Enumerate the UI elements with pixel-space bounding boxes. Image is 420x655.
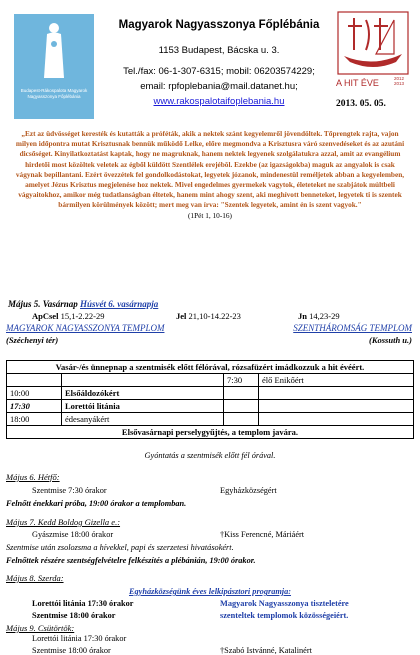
day-9-title: Május 9. Csütörtök: <box>6 623 75 633</box>
row-time: 17:30 <box>7 400 62 413</box>
day-7-mass: Gyászmise 18:00 órakor <box>32 530 114 539</box>
reading-2-ref: 21,10-14.22-23 <box>188 311 241 321</box>
parish-logo <box>14 14 94 119</box>
church-left-location: (Széchenyi tér) <box>6 335 59 345</box>
day-7-note-2: Felnőttek részére szentségfelvételre felkészítés a plébánián, 19:00 órakor. <box>6 556 256 565</box>
day-6-intention: Egyházközségért <box>220 486 277 495</box>
row-desc-right <box>259 387 414 400</box>
day-6-mass: Szentmise 7:30 órakor <box>32 486 107 495</box>
reading-1-ref: 15,1-2.22-29 <box>60 311 105 321</box>
row-desc-right <box>259 413 414 426</box>
reading-1-book: ApCsel <box>32 311 59 321</box>
year-of-faith-boat-icon <box>336 10 410 76</box>
reading-2 <box>176 311 241 321</box>
table-row <box>7 400 414 413</box>
row-desc: Lorettói litánia <box>62 400 224 413</box>
day-7-intention: †Kiss Ferencné, Máriáért <box>220 530 305 539</box>
bulletin-date: 2013. 05. 05. <box>336 99 386 109</box>
church-right-location: (Kossuth u.) <box>369 335 412 345</box>
day-8-litany: Lorettói litánia 17:30 órakor <box>32 599 134 608</box>
collection-note: Elsővasárnapi perselygyűjtés, a templom javára. <box>7 426 414 439</box>
day-6-note: Felnőtt énekkari próba, 19:00 órakor a templomban. <box>6 499 187 508</box>
day-9-litany: Lorettói litánia 17:30 órakor <box>32 634 127 643</box>
day-7-note-1: Szentmise után zsolozsma a hívekkel, papi és szerzetesi hivatásokért. <box>6 543 234 552</box>
row-desc-right: élő Enikőért <box>259 374 414 387</box>
day-8-program-title: Egyházközségünk éves lelkipásztori programja: <box>128 587 292 596</box>
row-time: 10:00 <box>7 387 62 400</box>
row-desc <box>62 374 224 387</box>
logo-caption: Budapest-Rákospalota Magyarok Nagyasszonya Főplébánia <box>20 88 88 99</box>
year-of-faith-logo <box>336 10 410 94</box>
day-9-mass: Szentmise 18:00 órakor <box>32 646 111 655</box>
day-8-mass: Szentmise 18:00 órakor <box>32 611 116 620</box>
website-link[interactable]: www.rakospalotaifoplebania.hu <box>153 96 285 107</box>
day-6-title: Május 6. Hétfő: <box>6 472 60 482</box>
table-row <box>7 387 414 400</box>
row-time: 18:00 <box>7 413 62 426</box>
row-time-right <box>224 400 259 413</box>
reading-2-book: Jel <box>176 311 187 321</box>
day-8-dedication: Magyarok Nagyasszonya tiszteletére <box>220 599 349 608</box>
church-left-title: MAGYAROK NAGYASSZONYA TEMPLOM <box>6 323 165 333</box>
row-desc-right <box>259 400 414 413</box>
madonna-figure-icon <box>40 22 68 80</box>
reading-3 <box>298 311 340 321</box>
sunday-schedule-table <box>6 360 414 439</box>
parish-name: Magyarok Nagyasszonya Főplébánia <box>118 19 320 31</box>
day-7-title: Május 7. Kedd Boldog Gizella e.: <box>6 517 121 527</box>
table-row <box>7 426 414 439</box>
row-desc: Elsőáldozókért <box>62 387 224 400</box>
sunday-heading <box>8 299 158 309</box>
schedule-intro: Vasár-/és ünnepnap a szentmisék előtt félórával, rózsafüzért imádkozzuk a hit évéért. <box>7 361 414 374</box>
phone-line: Tel./fax: 06-1-307-6315; mobil: 06203574229; <box>123 66 315 77</box>
row-time-right <box>224 413 259 426</box>
quote-reference: (1Pét 1, 10-16) <box>188 210 232 220</box>
table-row <box>7 374 414 387</box>
reading-3-ref: 14,23-29 <box>309 311 340 321</box>
table-row <box>7 361 414 374</box>
day-8-title: Május 8. Szerda: <box>6 573 64 583</box>
scripture-quote <box>12 129 408 221</box>
day-8-dedication-2: szenteltek templomok közösségeiért. <box>220 611 349 620</box>
logo-title: A HIT ÉVE <box>336 78 379 88</box>
row-time-right: 7:30 <box>224 374 259 387</box>
row-time-right <box>224 387 259 400</box>
email-line: email: rpfoplebania@mail.datanet.hu; <box>140 81 298 92</box>
logo-years: 2012 2013 <box>394 76 405 86</box>
sunday-date: Május 5. Vasárnap <box>8 299 78 309</box>
church-right-title: SZENTHÁROMSÁG TEMPLOM <box>293 323 412 333</box>
confession-note: Gyóntatás a szentmisék előtt fél órával. <box>144 451 276 460</box>
row-time <box>7 374 62 387</box>
parish-address: 1153 Budapest, Bácska u. 3. <box>158 45 280 56</box>
day-9-intention: †Szabó Istvánné, Katalinért <box>220 646 312 655</box>
reading-3-book: Jn <box>298 311 307 321</box>
row-desc: édesanyákért <box>62 413 224 426</box>
sunday-feast: Húsvét 6. vasárnapja <box>80 299 159 309</box>
quote-text: „Ezt az üdvösséget keresték és kutatták a próféták, akik a nektek szánt kegyelemről jövendöltek. Tőprengtek rajta, vajon milyen időpontra mutat Krisztusnak bennük működő Lelke, előre megmondva a Krisztusra váró szenvedéseket és az azutáni dicsőséget. Kinyilatkoztatást kaptak, hogy ne magruknak, hanem nektek legyenek szolgálatukra azzal, amit az evangélium hirdetői most közöltek veletek az égből küldött Szentlélek erejébõl. Ezekbe (az igazságokba) maguk az angyalok is csak vágynak bepillantani. Ezért övezzétek fel gondolkodástokat, legyetek józanok, mindenestül reméljetek abban a kegyelemben, amelyet Jézus Krisztus megjelenése hoz nektek. Mivel engedelmes gyermekek vagytok, életeteket ne szabjátok múltbeli vágyaitokhoz, amikor még tudatlanságban éltetek, hanem mint ahogy szent, aki meghívott benneteket, legyetek ti is szentek bármilyen körülmények között; mert meg van írva: "Szentek legyetek, amint én is szent vagyok." <box>15 129 405 210</box>
reading-1 <box>32 311 105 321</box>
table-row <box>7 413 414 426</box>
